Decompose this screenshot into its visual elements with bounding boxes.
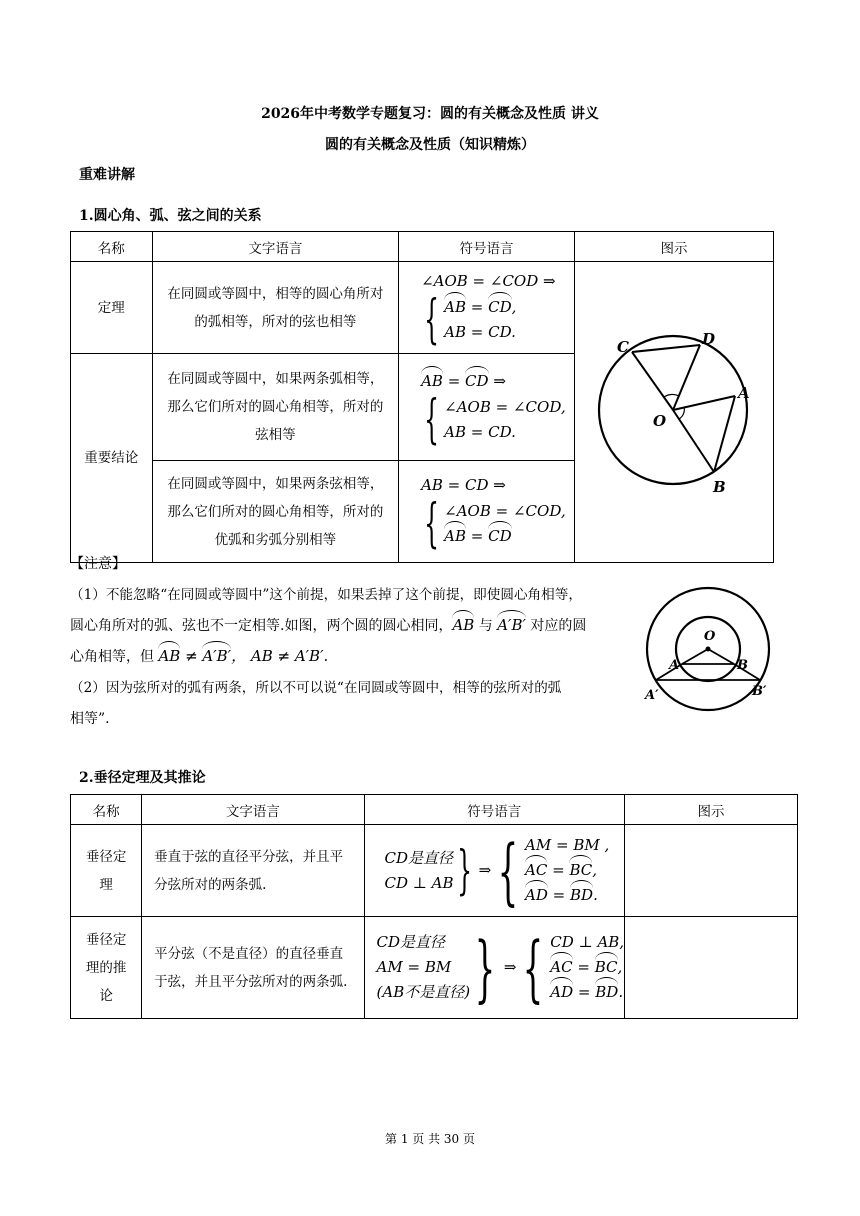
radius-od (673, 345, 700, 410)
note-text: 圆心角所对的弧、弦也不一定相等.如图，两个圆的圆心相同， (70, 618, 453, 634)
label-a-prime: A′ (645, 688, 659, 703)
arc-a2b2: A′B′ (497, 613, 526, 638)
row-corollary-name (71, 917, 142, 1019)
math-line (525, 883, 609, 908)
concentric-circles-figure (642, 582, 774, 714)
header-symbol: 符号语言 (364, 795, 625, 825)
note-text: 对应的圆 (525, 618, 587, 634)
note-line (70, 642, 640, 673)
name-line: 垂径定 (85, 931, 127, 948)
arc-bd: BD (595, 980, 618, 1005)
arc-ad: AD (525, 883, 548, 908)
row-conclusion-symbols-2: AB = CD ⇒ { ∠AOB = ∠COD, AB = CD (399, 461, 575, 563)
chord-ab (714, 396, 735, 472)
note-line: 相等”. (70, 711, 110, 727)
note-line: （2）因为弦所对的弧有两条，所以不可以说“在同圆或等圆中，相等的弦所对的弧 (70, 680, 562, 696)
relations-table (70, 231, 774, 563)
header-text: 文字语言 (152, 232, 398, 262)
note-text: ≠ (180, 647, 203, 665)
row-theorem-symbols: ∠AOB = ∠COD ⇒ { AB = CD, AB = CD. (399, 262, 575, 354)
name-line: 理的推 (85, 959, 127, 976)
math-comma: , (592, 861, 598, 879)
math-line: ∠AOB = ∠COD, (444, 397, 566, 416)
row-conclusion-name: 重要结论 (71, 354, 153, 563)
arc-cd: CD (488, 295, 512, 320)
implies-arrow: ⇒ (503, 958, 517, 976)
math-line: CD ⊥ AB (384, 873, 454, 892)
radius-ob (708, 649, 734, 664)
arc-ab: AB (452, 613, 474, 638)
math-eq: = (442, 371, 466, 390)
row-conclusion-text-2: 在同圆或等圆中，如果两条弦相等，那么它们所对的圆心角相等，所对的优弧和劣弧分别相等 (152, 461, 398, 563)
note-line (70, 611, 640, 642)
math-line: CD是直径 (384, 848, 454, 867)
row-theorem-name (71, 825, 142, 917)
arc-ac: AC (525, 858, 547, 883)
arc-ab: AB (444, 295, 466, 320)
note-text: 心角相等，但 (70, 649, 159, 665)
perpendicular-diameter-table (70, 794, 798, 1019)
chord-cd (632, 345, 700, 352)
header-text: 文字语言 (142, 795, 364, 825)
math-comma: , (617, 958, 623, 976)
part2-heading: 2.垂径定理及其推论 (79, 770, 206, 786)
row-theorem-text: 在同圆或等圆中，相等的圆心角所对的弧相等，所对的弦也相等 (152, 262, 398, 354)
row-corollary-symbols: CD是直径 AM = BM (AB不是直径) } ⇒ { CD ⊥ AB, AC = BC, AD = BD. (364, 917, 625, 1019)
arc-a2b2: A′B′ (202, 644, 231, 669)
label-d: D (701, 330, 715, 348)
math-line: AM = BM (376, 958, 452, 976)
doc-subtitle: 圆的有关概念及性质（知识精炼） (325, 137, 535, 153)
figure-cell-empty (625, 917, 798, 1019)
math-line: ∠AOB = ∠COD ⇒ (421, 272, 556, 290)
math-eq: = (547, 861, 570, 879)
row-theorem-name: 定理 (71, 262, 153, 354)
math-period: . (618, 983, 624, 1001)
label-o: O (704, 629, 716, 644)
row-conclusion-symbols-1: AB = CD ⇒ { ∠AOB = ∠COD, AB = CD. (399, 354, 575, 461)
part1-heading: 1.圆心角、弧、弦之间的关系 (79, 208, 262, 224)
math-line (550, 980, 624, 1005)
header-symbol: 符号语言 (399, 232, 575, 262)
note-line: （1）不能忽略“在同圆或等圆中”这个前提，如果丢掉了这个前提，即使圆心角相等， (70, 587, 582, 603)
row-conclusion-text-1: 在同圆或等圆中，如果两条弧相等，那么它们所对的圆心角相等，所对的弦相等 (152, 354, 398, 461)
math-line: ∠AOB = ∠COD, (444, 502, 566, 520)
note-block (70, 549, 640, 735)
math-line (444, 524, 565, 549)
math-comma: , (511, 298, 517, 316)
label-c: C (616, 338, 629, 356)
name-line: 垂径定 (85, 848, 127, 865)
arc-bc: BC (569, 858, 592, 883)
arc-cd: CD (465, 369, 489, 394)
arc-ab: AB (444, 524, 466, 549)
arc-bc: BC (595, 955, 618, 980)
math-line: AB = CD ⇒ (421, 476, 506, 494)
math-eq: = (547, 886, 570, 904)
note-label: 【注意】 (70, 556, 126, 572)
note-text: ， AB ≠ A′B′. (231, 647, 329, 665)
label-b: B (737, 658, 748, 673)
header-name: 名称 (71, 232, 153, 262)
arc-ab: AB (421, 369, 443, 394)
label-b-prime: B′ (752, 684, 767, 699)
label-a: A (737, 384, 750, 402)
math-eq: = (573, 983, 596, 1001)
circle-figure (575, 262, 773, 558)
row-theorem-symbols: CD是直径 CD ⊥ AB } ⇒ { AM = BM , AC = BC, AD = BD. (364, 825, 625, 917)
math-eq: = (572, 958, 595, 976)
math-line: AM = BM , (525, 836, 610, 854)
figure-cell-empty (625, 825, 798, 917)
arc-cd: CD (488, 524, 512, 549)
math-line: AB = CD. (444, 422, 516, 441)
center-point (706, 647, 711, 652)
note-text: 与 (474, 618, 498, 634)
header-name: 名称 (71, 795, 142, 825)
radius-oa (673, 396, 735, 410)
math-line: (AB不是直径) (376, 983, 471, 1001)
arc-ab: AB (158, 644, 180, 669)
name-line: 论 (99, 987, 113, 1004)
page-footer: 第 1 页 共 30 页 (385, 1132, 475, 1146)
radius-ob (673, 410, 714, 472)
angle-cod-mark (664, 394, 679, 397)
name-line: 理 (99, 876, 113, 893)
math-line: CD ⊥ AB, (550, 933, 625, 951)
math-eq: = (466, 298, 489, 316)
math-eq: = (466, 527, 489, 545)
radius-oa (682, 649, 708, 664)
row-theorem-text: 垂直于弦的直径平分弦，并且平分弦所对的两条弧. (142, 825, 364, 917)
label-a: A (669, 658, 680, 673)
header-figure: 图示 (574, 232, 773, 262)
math-line (444, 295, 516, 320)
math-period: . (593, 886, 598, 904)
figure-cell (574, 262, 773, 563)
arc-bd: BD (570, 883, 593, 908)
header-figure: 图示 (625, 795, 798, 825)
math-line: CD是直径 (376, 933, 446, 951)
arc-ac: AC (550, 955, 572, 980)
math-line (421, 369, 574, 394)
math-line: AB = CD. (444, 323, 516, 341)
doc-title: 2026年中考数学专题复习：圆的有关概念及性质 讲义 (261, 106, 599, 122)
section-label: 重难讲解 (79, 167, 135, 183)
label-b: B (712, 478, 726, 496)
implies-arrow: ⇒ (478, 861, 492, 879)
radius-oc (632, 352, 673, 410)
math-arrow: ⇒ (488, 371, 506, 390)
label-o: O (652, 412, 667, 430)
row-corollary-text: 平分弦（不是直径）的直径垂直于弦，并且平分弦所对的两条弧. (142, 917, 364, 1019)
arc-ad: AD (550, 980, 573, 1005)
